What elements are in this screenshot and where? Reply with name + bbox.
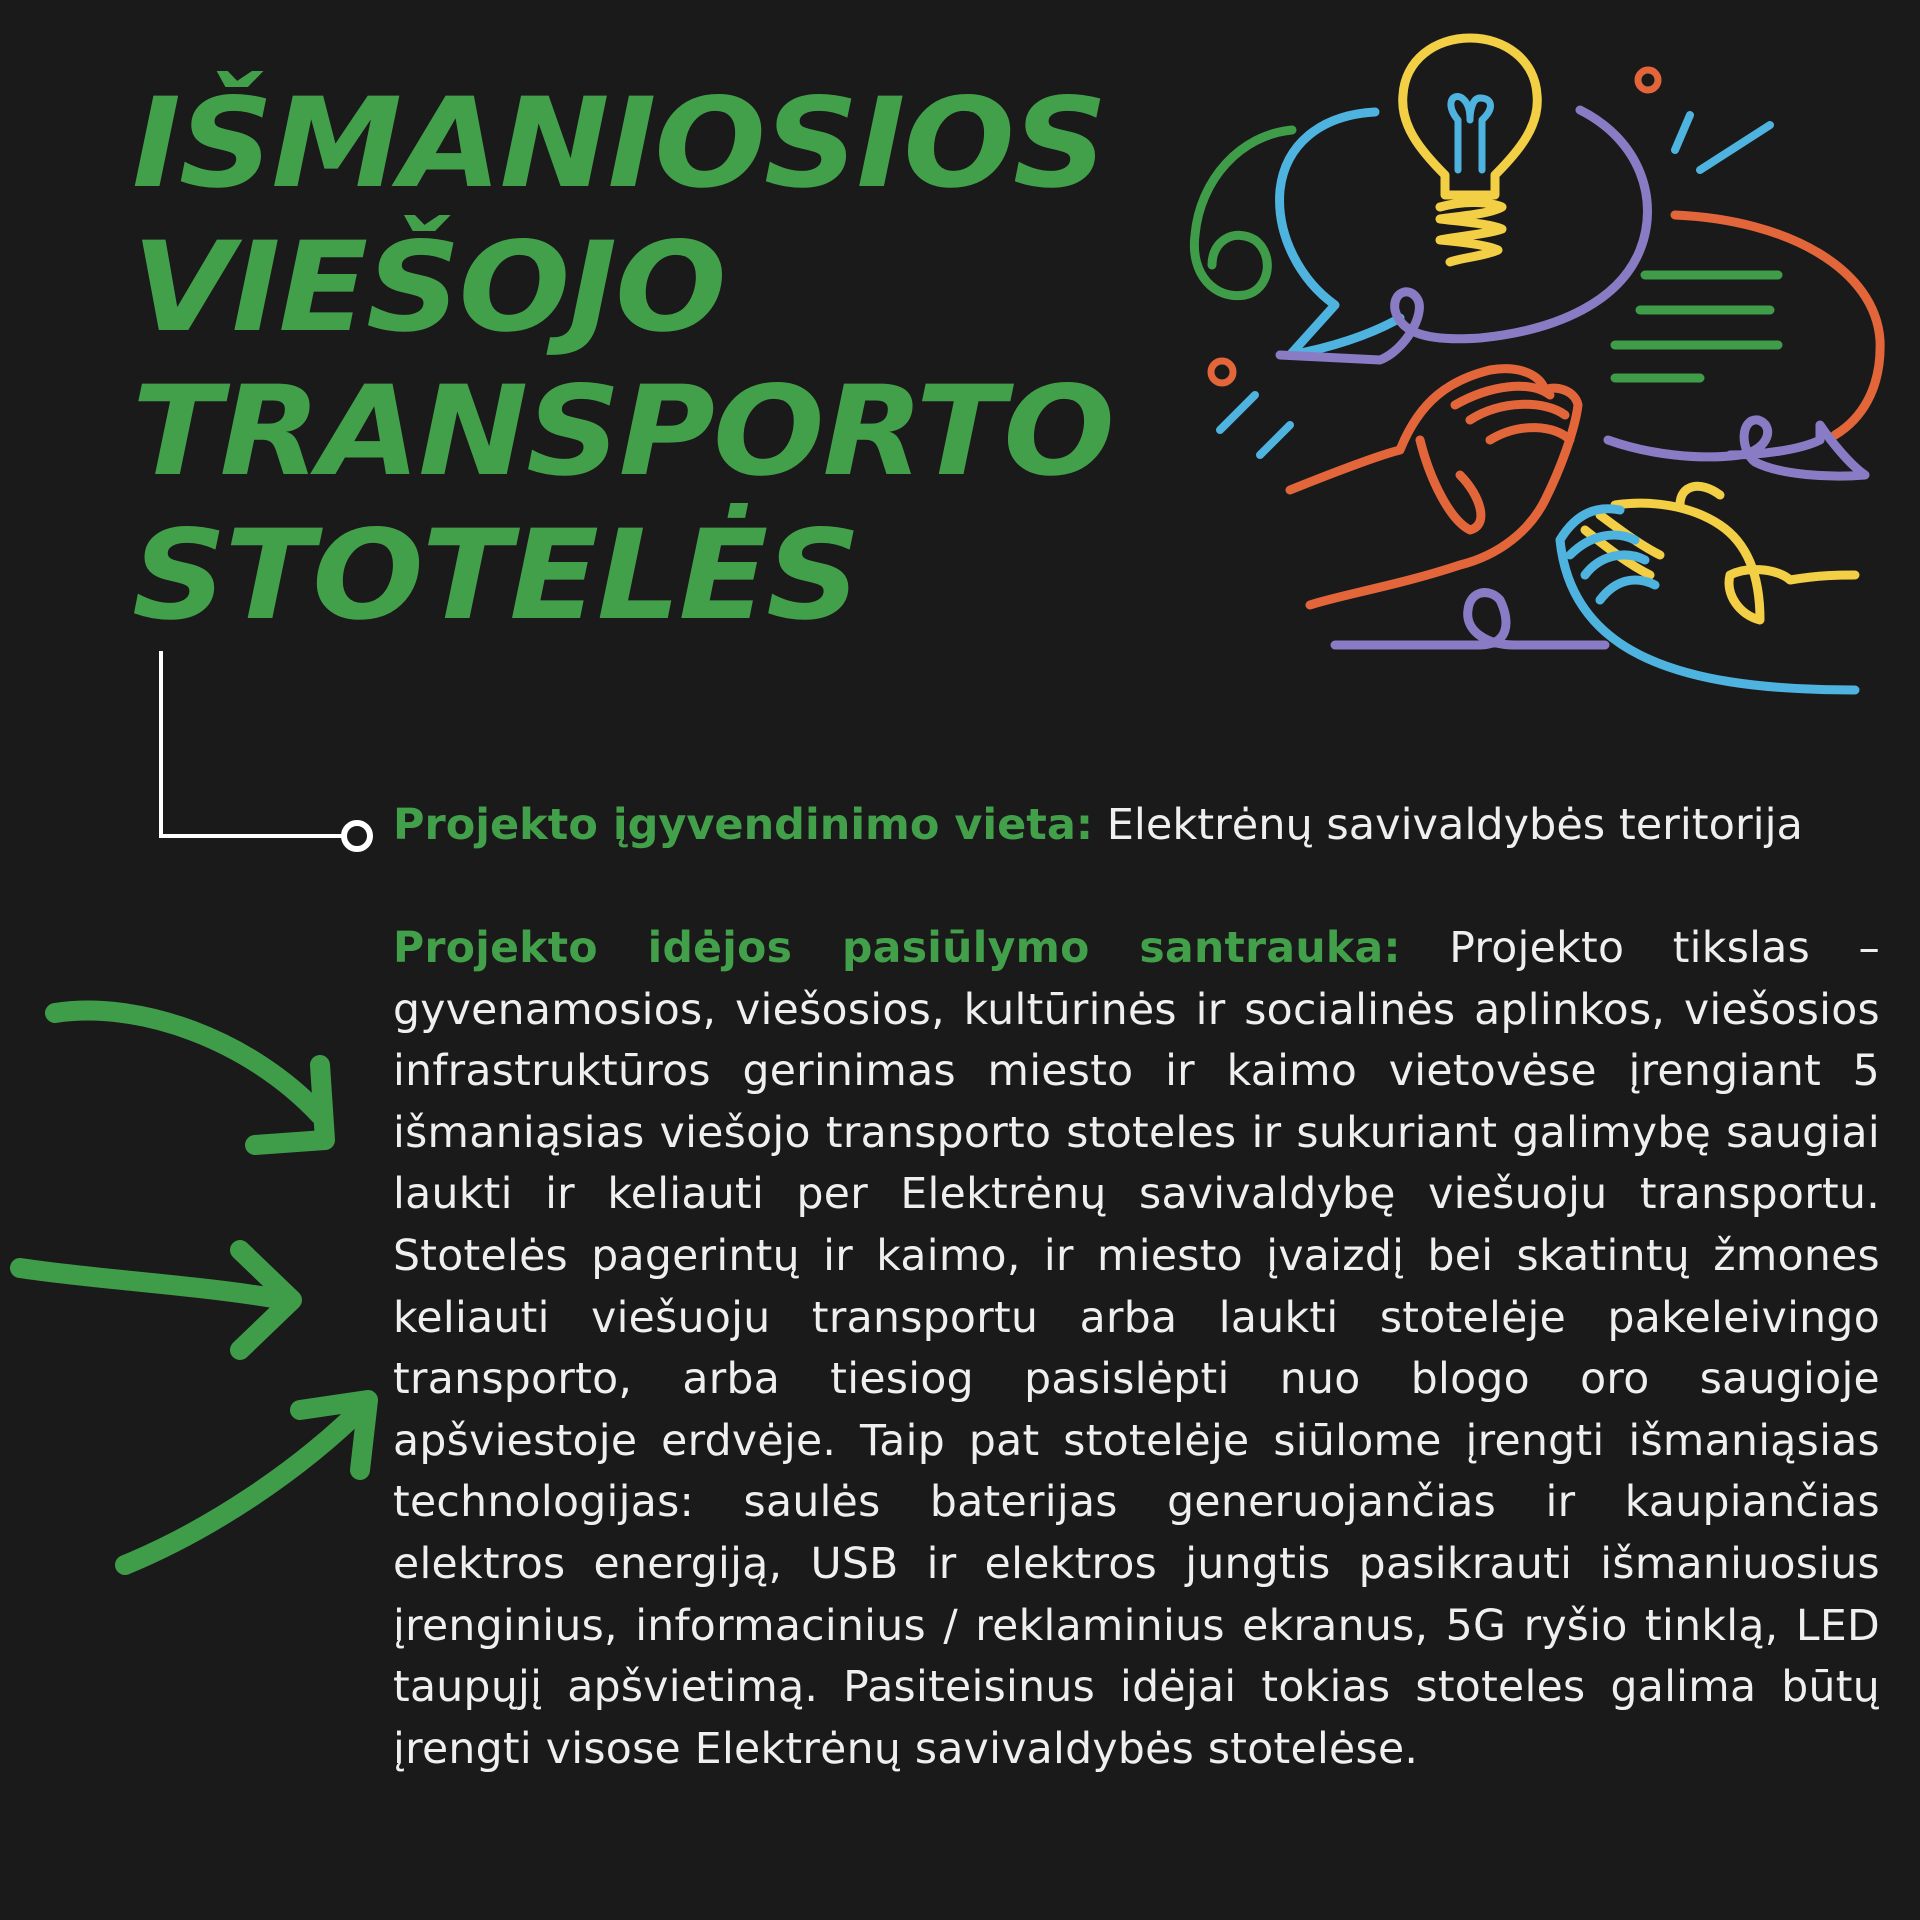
summary-label: Projekto idėjos pasiūlymo santrauka: xyxy=(393,924,1401,973)
lightbulb-hands-illustration-icon xyxy=(1170,20,1910,720)
lightbulb-filament-icon xyxy=(1451,97,1491,170)
page-title xyxy=(132,72,1113,648)
arrow-top-icon xyxy=(55,1011,320,1115)
orange-speech-bubble-icon xyxy=(1675,215,1880,435)
project-summary xyxy=(393,918,1880,1780)
location-label: Projekto įgyvendinimo vieta: xyxy=(393,800,1094,850)
blue-speech-bubble-icon xyxy=(1280,112,1400,355)
title-line-4: STOTELĖS xyxy=(132,504,859,648)
purple-lower-bubble-icon xyxy=(1608,420,1865,476)
lightbulb-icon xyxy=(1403,38,1538,262)
title-line-3: TRANSPORTO xyxy=(132,360,1113,504)
summary-text: Projekto tikslas – gyvenamosios, viešosios, kultūrinės ir socialinės aplinkos, viešosios infrastruktūros gerinimas miesto ir kaimo vietovėse įrengiant 5 išmaniąsias viešojo transporto stoteles ir sukuriant galimybę saugiai laukti ir keliauti per Elektrėnų savivaldybę viešuoju transportu. Stotelės pagerintų ir kaimo, ir miesto įvaizdį bei skatintų žmones keliauti viešuoju transportu arba laukti stotelėje pakeleivingo transporto, arba tiesiog pasislėpti nuo blogo oro saugioje apšviestoje erdvėje. Taip pat stotelėje siūlome įrengti išmaniąsias technologijas: saulės baterijas generuojančias ir kaupiančias elektros energiją, USB ir elektros jungtis pasikrauti išmaniuosius įrenginius, informacinius / reklaminius ekranus, 5G ryšio tinklą, LED taupųjį apšvietimą. Pasiteisinus idėjai tokias stoteles galima būtų įrengti visose Elektrėnų savivaldybės stotelėse. xyxy=(393,924,1881,1774)
title-line-1: IŠMANIOSIOS xyxy=(132,72,1106,216)
orange-dot-ring-icon xyxy=(1211,361,1233,383)
text-lines-icon xyxy=(1615,275,1778,378)
orange-ring-icon xyxy=(1638,70,1658,90)
purple-base-line-icon xyxy=(1335,593,1605,645)
green-arrows-icon xyxy=(0,980,400,1580)
location-value: Elektrėnų savivaldybės teritorija xyxy=(1106,800,1803,850)
arrow-bottom-icon xyxy=(125,1405,365,1565)
title-line-2: VIEŠOJO xyxy=(132,216,725,360)
orange-hand-icon xyxy=(1290,369,1578,605)
arrow-middle-icon xyxy=(20,1268,285,1300)
project-location xyxy=(393,795,1880,855)
blue-hand-icon xyxy=(1560,509,1855,690)
